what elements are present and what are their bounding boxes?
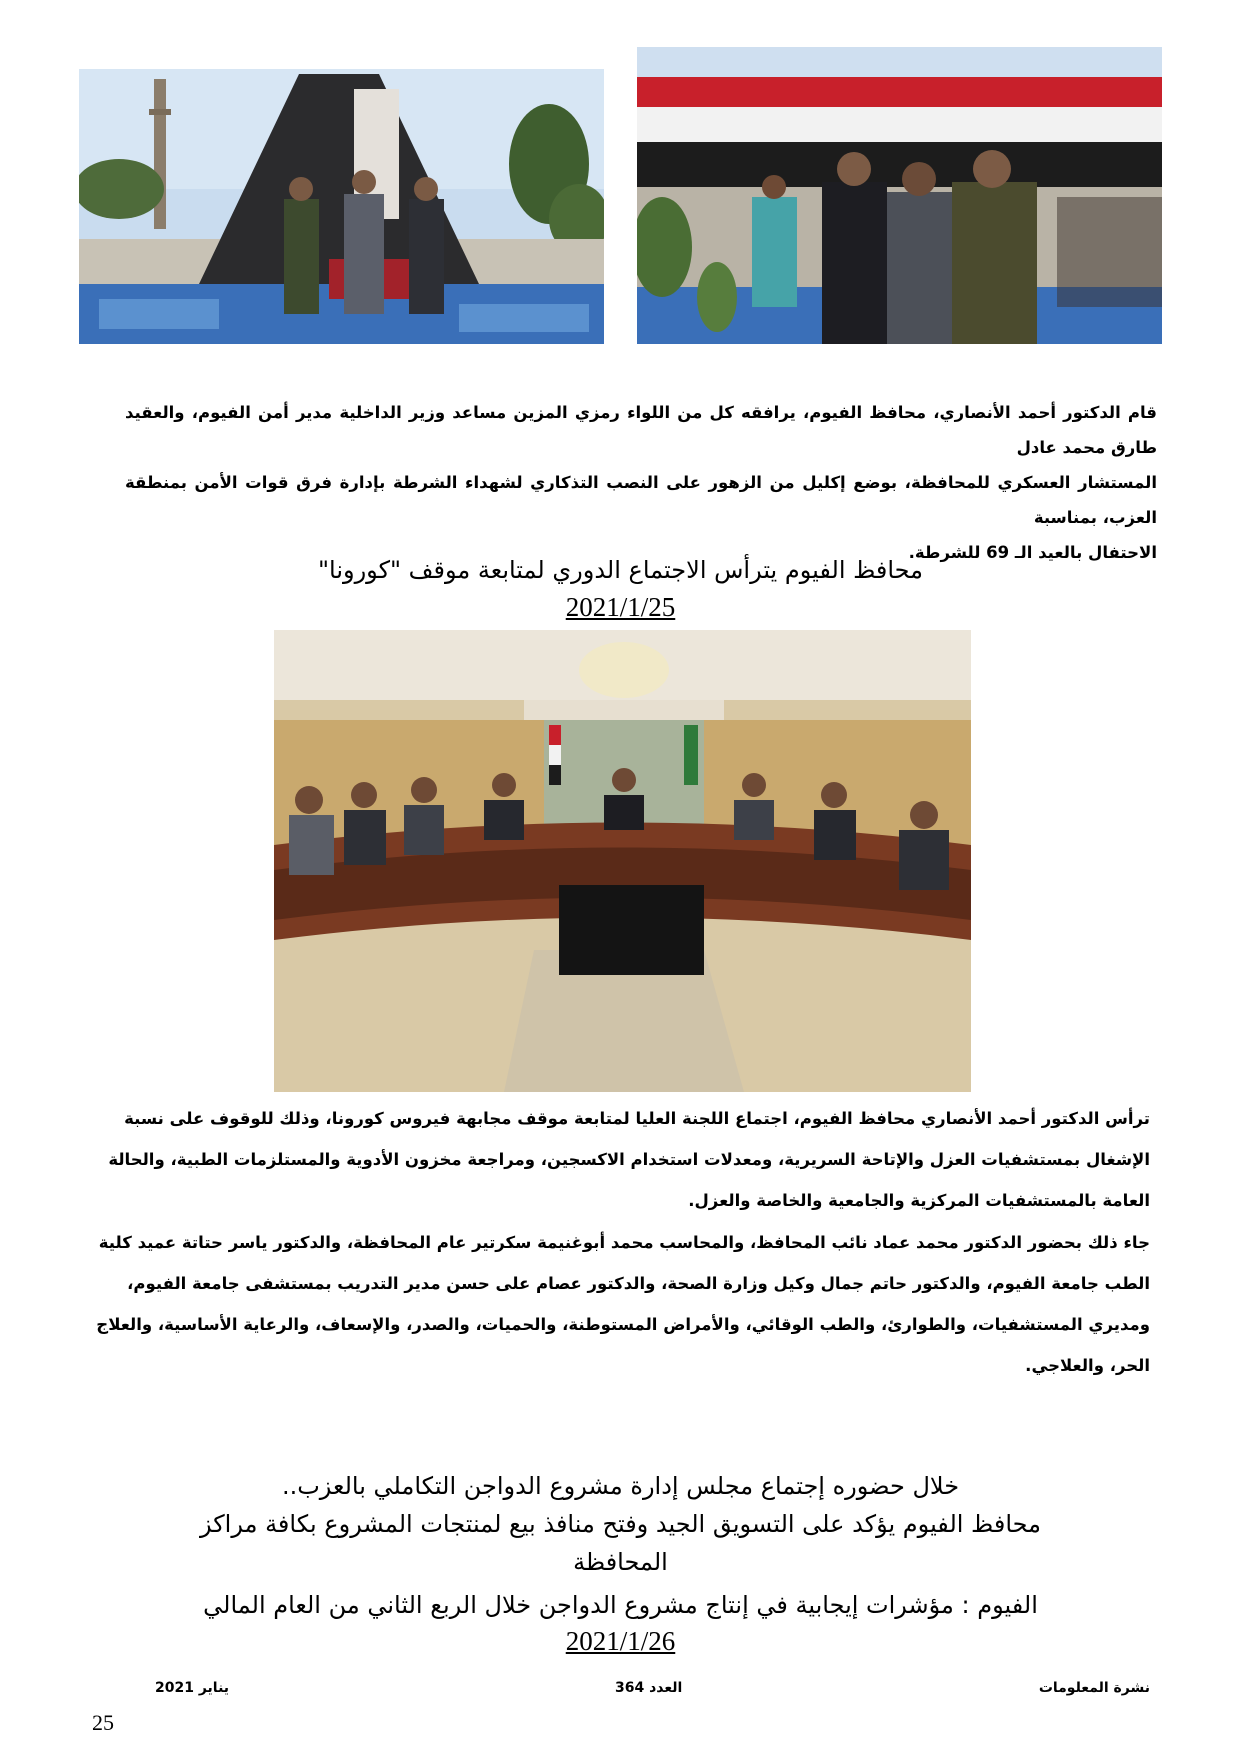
paragraph-line: جاء ذلك بحضور الدكتور محمد عماد نائب المحافظ، والمحاسب محمد أبوغنيمة سكرتير عام المحافظة، والدكتور ياسر حتاتة عميد كلية [98,1233,1150,1252]
poultry-headline-line-3: المحافظة [573,1548,668,1576]
corona-meeting-headline: محافظ الفيوم يترأس الاجتماع الدوري لمتابعة موقف "كورونا" [317,556,924,584]
paragraph-line: الطب جامعة الفيوم، والدكتور حاتم جمال وكيل وزارة الصحة، والدكتور عصام على حسن مدير التدريب بمستشفى جامعة الفيوم، [127,1274,1150,1293]
corona-meeting-date: 2021/1/25 [565,592,676,622]
page-number: 25 [92,1710,114,1735]
footer-publication: نشرة المعلومات [1038,1680,1150,1696]
corona-paragraph-2 [93,1222,1150,1386]
wreath-caption [125,395,1157,570]
poultry-headline-line-2: محافظ الفيوم يؤكد على التسويق الجيد وفتح منافذ بيع لمنتجات المشروع بكافة مراكز [200,1510,1041,1538]
footer-issue: العدد 364 [615,1680,683,1696]
memorial-wreath-photo [79,69,604,344]
paragraph-line: ومديري المستشفيات، والطوارئ، والطب الوقائي، والأمراض المستوطنة، والحميات، والصدر، والإسعاف، والرعاية الأساسية، والعلاج [96,1315,1150,1334]
poultry-date: 2021/1/26 [565,1626,676,1656]
paragraph-line: الحر، والعلاجي. [1025,1356,1150,1375]
caption-line: الاحتفال بالعيد الـ 69 للشرطة. [908,543,1157,562]
meeting-room-photo [274,630,971,1092]
officials-prayer-photo [637,47,1162,344]
caption-line: قام الدكتور أحمد الأنصاري، محافظ الفيوم، يرافقه كل من اللواء رمزي المزين مساعد وزير الداخلية مدير أمن الفيوم، والعقيد طارق محمد عادل [125,403,1157,457]
corona-paragraph-1 [93,1098,1150,1221]
poultry-headline-line-1: خلال حضوره إجتماع مجلس إدارة مشروع الدواجن التكاملي بالعزب.. [281,1472,960,1500]
footer-month: يناير 2021 [155,1680,230,1696]
caption-line: المستشار العسكري للمحافظة، بوضع إكليل من الزهور على النصب التذكاري لشهداء الشرطة بإدارة فرق قوات الأمن بمنطقة العزب، بمناسبة [125,473,1157,527]
paragraph-line: الإشغال بمستشفيات العزل والإتاحة السريرية، ومعدلات استخدام الاكسجين، ومراجعة مخزون الأدوية والمستلزمات الطبية، والحالة [108,1150,1150,1169]
paragraph-line: ترأس الدكتور أحمد الأنصاري محافظ الفيوم، اجتماع اللجنة العليا لمتابعة موقف مجابهة فيروس كورونا، وذلك للوقوف على نسبة [124,1109,1150,1128]
paragraph-line: العامة بالمستشفيات المركزية والجامعية والخاصة والعزل. [688,1191,1150,1210]
poultry-headline-line-4: الفيوم : مؤشرات إيجابية في إنتاج مشروع الدواجن خلال الربع الثاني من العام المالي [203,1591,1038,1619]
